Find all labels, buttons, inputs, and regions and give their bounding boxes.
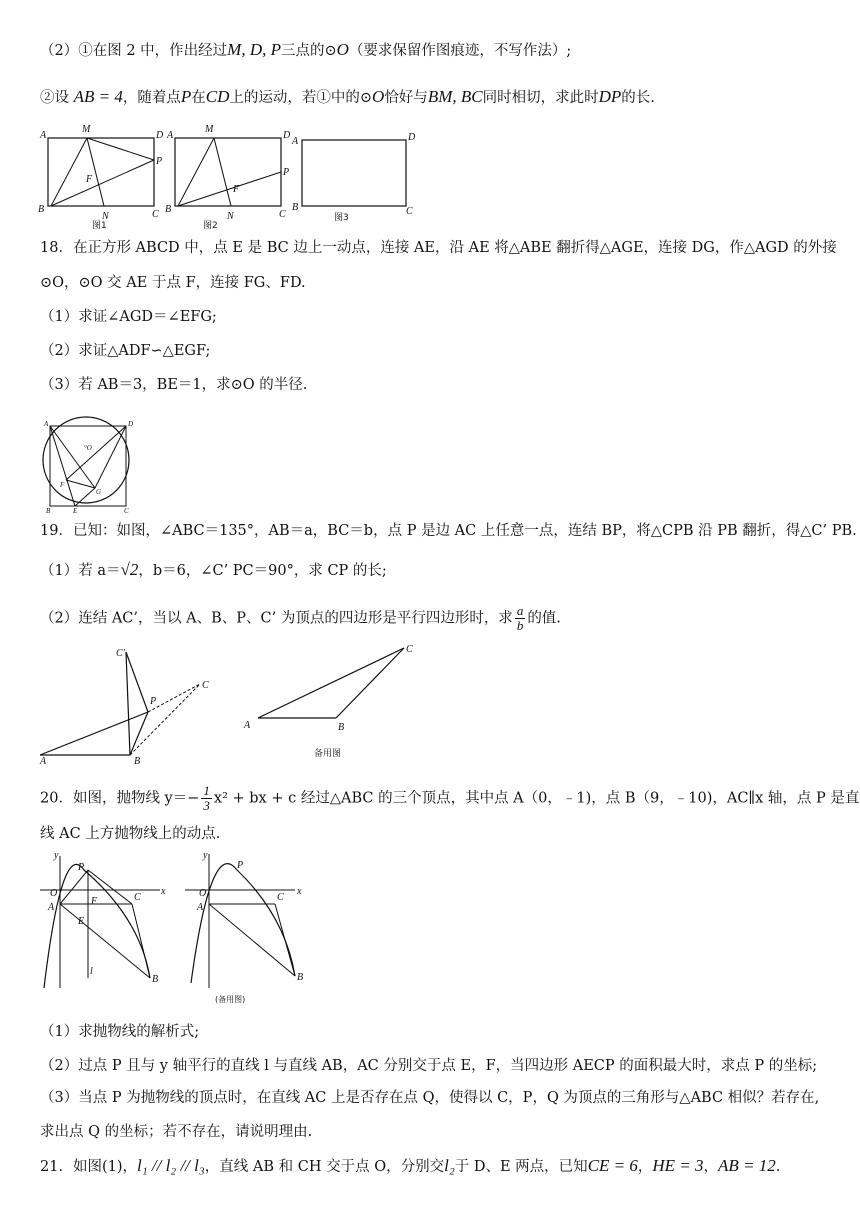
figure-3-caption: 图3: [334, 213, 349, 223]
svg-text:P: P: [150, 696, 157, 707]
svg-text:B: B: [46, 507, 51, 515]
q19-line1: 19．已知：如图，∠ABC＝135°，AB＝a，BC＝b，点 P 是边 AC 上任意一点，连结 BP，将△CPB 沿 PB 翻折，得△C’ PB.: [40, 523, 857, 539]
svg-text:B: B: [297, 972, 304, 983]
svg-text:A: A: [40, 130, 47, 141]
svg-text:C: C: [152, 209, 159, 220]
q18-part1: （1）求证∠AGD＝∠EFG;: [40, 309, 217, 325]
svg-text:F: F: [91, 896, 98, 907]
q18-part2: （2）求证△ADF∽△EGF;: [40, 343, 211, 359]
svg-text:C: C: [277, 892, 284, 903]
q20-part1: （1）求抛物线的解析式;: [40, 1024, 200, 1040]
svg-text:C: C: [279, 209, 286, 220]
q18-part3: （3）若 AB＝3，BE＝1，求⊙O 的半径.: [40, 377, 308, 393]
svg-text:E: E: [78, 916, 85, 927]
svg-text:B: B: [38, 204, 45, 215]
svg-text:P: P: [237, 860, 244, 871]
svg-text:D: D: [128, 420, 134, 428]
q20-figure-backup: [185, 848, 315, 1008]
q18-line2: ⊙O，⊙O 交 AE 于点 F，连接 FG、FD.: [40, 275, 306, 291]
svg-text:C: C: [406, 644, 413, 655]
svg-text:B: B: [338, 722, 345, 733]
svg-text:A: A: [48, 902, 55, 913]
svg-text:C': C': [116, 648, 125, 659]
svg-text:A: A: [197, 902, 204, 913]
svg-text:l: l: [90, 966, 93, 977]
svg-text:C: C: [406, 206, 413, 217]
q17-part2-2: ②设 AB = 4，随着点P在CD上的运动，若①中的⊙O恰好与BM, BC同时相切，求此时DP的长.: [40, 87, 655, 106]
svg-text:N: N: [227, 211, 234, 222]
q19-part1: （1）若 a＝√2，b＝6，∠C’ PC＝90°，求 CP 的长;: [40, 560, 387, 579]
svg-text:F: F: [86, 174, 93, 185]
svg-text:N: N: [102, 211, 109, 222]
q18-figure: [40, 414, 140, 514]
svg-text:B: B: [152, 974, 159, 985]
q17-figure-2: [165, 120, 295, 230]
svg-text:P: P: [78, 862, 85, 873]
q17-part2-1: （2）①在图 2 中，作出经过M, D, P三点的⊙O（要求保留作图痕迹，不写作法）;: [40, 40, 572, 59]
svg-text:M: M: [205, 124, 214, 135]
q21-line1: 21．如图(1)，l₁ // l₂ // l₃，直线 AB 和 CH 交于点 O，分别交l₂于 D、E 两点，已知CE = 6，HE = 3，AB = 12.: [40, 1156, 781, 1175]
q20-figure-main: [40, 848, 170, 998]
q20-part2: （2）过点 P 且与 y 轴平行的直线 l 与直线 AB，AC 分别交于点 E，F，当四边形 AECP 的面积最大时，求点 P 的坐标;: [40, 1058, 818, 1074]
svg-text:B: B: [292, 202, 299, 213]
svg-text:C: C: [134, 892, 141, 903]
svg-text:x: x: [297, 886, 302, 897]
svg-text:C: C: [202, 680, 209, 691]
svg-text:y: y: [54, 850, 59, 861]
q19-part2: （2）连结 AC’，当以 A、B、P、C’ 为顶点的四边形是平行四边形时，求 $\frac{a}{b}$ 的值.: [40, 603, 561, 633]
q17-figure-3: [290, 120, 420, 230]
q20-part3b: 求出点 Q 的坐标；若不存在，请说明理由.: [40, 1124, 313, 1140]
svg-text:P: P: [283, 167, 290, 178]
svg-text:A: A: [44, 420, 49, 428]
q18-line1: 18．在正方形 ABCD 中，点 E 是 BC 边上一动点，连接 AE，沿 AE 将△ABE 翻折得△AGE，连接 DG，作△AGD 的外接: [40, 240, 837, 256]
q19-backup-caption: 备用图: [314, 749, 342, 759]
q19-figure-main: [40, 640, 230, 765]
svg-text:P: P: [156, 156, 163, 167]
q19-figure-backup: [240, 638, 430, 758]
svg-text:C: C: [124, 507, 129, 515]
svg-text:F: F: [60, 481, 65, 489]
q20-backup-caption: (备用图): [215, 995, 246, 1004]
svg-text:D: D: [156, 130, 164, 141]
svg-text:A: A: [40, 756, 47, 767]
q20-line1: 20．如图，抛物线 y＝− $\frac{1}{3}$ x² + bx + c 经过△ABC 的三个顶点，其中点 A（0，﹣1)，点 B（9，﹣10)，AC∥x 轴，点 P 是直: [40, 783, 860, 813]
svg-text:F: F: [233, 184, 240, 195]
svg-text:A: A: [167, 130, 174, 141]
svg-text:°O: °O: [84, 444, 92, 452]
svg-text:D: D: [408, 132, 416, 143]
svg-text:M: M: [82, 124, 91, 135]
figure-2-caption: 图2: [203, 221, 218, 231]
svg-text:B: B: [165, 204, 172, 215]
svg-text:D: D: [283, 130, 291, 141]
svg-text:B: B: [134, 756, 141, 767]
svg-text:A: A: [244, 720, 251, 731]
svg-text:x: x: [161, 886, 166, 897]
svg-text:G: G: [96, 488, 102, 496]
figure-1-caption: 图1: [92, 221, 107, 231]
q20-part3a: （3）当点 P 为抛物线的顶点时，在直线 AC 上是否存在点 Q，使得以 C，P，Q 为顶点的三角形与△ABC 相似？若存在,: [40, 1090, 820, 1106]
svg-text:E: E: [73, 507, 78, 515]
q20-line2: 线 AC 上方抛物线上的动点.: [40, 826, 221, 842]
q17-figure-1: [38, 120, 168, 230]
svg-text:O: O: [50, 888, 58, 899]
svg-text:O: O: [199, 888, 207, 899]
svg-text:A: A: [292, 136, 299, 147]
svg-text:y: y: [203, 850, 208, 861]
